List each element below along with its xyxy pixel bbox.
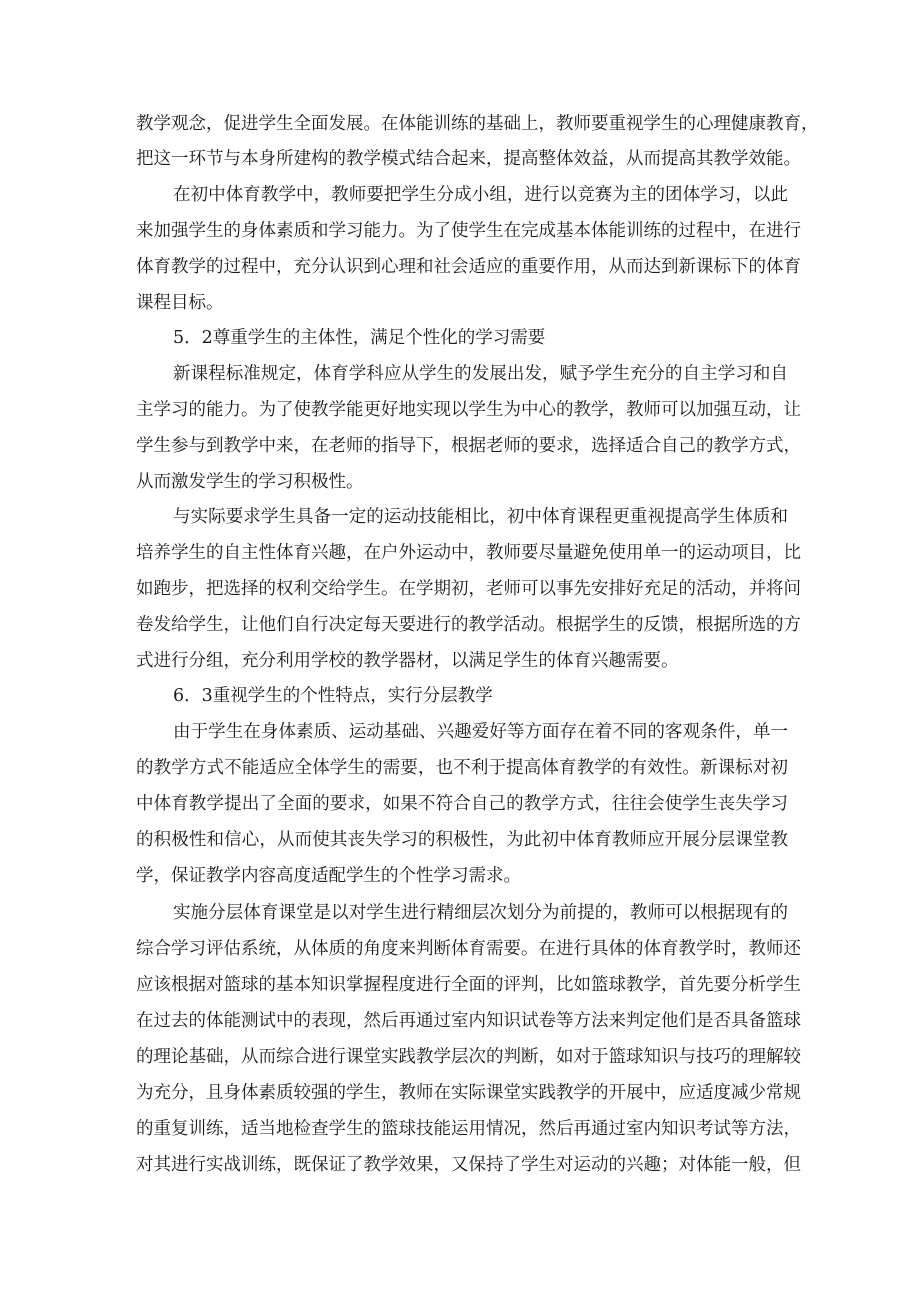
text-line: 应该根据对篮球的基本知识掌握程度进行全面的评判，比如篮球教学，首先要分析学生	[136, 975, 801, 995]
text-line: 对其进行实战训练，既保证了教学效果，又保持了学生对运动的兴趣；对体能一般，但	[136, 1155, 801, 1175]
text-line: 与实际要求学生具备一定的运动技能相比，初中体育课程更重视提高学生体质和	[173, 507, 788, 527]
section-heading: 5．2尊重学生的主体性，满足个性化的学习需要	[173, 328, 546, 348]
text-line: 式进行分组，充分利用学校的教学器材，以满足学生的体育兴趣需要。	[136, 651, 679, 671]
text-line: 教学观念，促进学生全面发展。在体能训练的基础上，教师要重视学生的心理健康教育，	[136, 114, 819, 134]
text-line: 卷发给学生，让他们自行决定每天要进行的教学活动。根据学生的反馈，根据所选的方	[136, 615, 801, 635]
text-line: 在初中体育教学中，教师要把学生分成小组，进行以竞赛为主的团体学习，以此	[173, 185, 788, 205]
text-line: 主学习的能力。为了使教学能更好地实现以学生为中心的教学，教师可以加强互动，让	[136, 400, 801, 420]
text-line: 中体育教学提出了全面的要求，如果不符合自己的教学方式，往往会使学生丧失学习	[136, 794, 788, 814]
text-line: 为充分，且身体素质较强的学生，教师在实际课堂实践教学的开展中，应适度减少常规	[136, 1083, 801, 1103]
text-line: 的理论基础，从而综合进行课堂实践教学层次的判断，如对于篮球知识与技巧的理解较	[136, 1047, 801, 1067]
text-line: 综合学习评估系统，从体质的角度来判断体育需要。在进行具体的体育教学时，教师还	[136, 939, 801, 959]
section-heading: 6．3重视学生的个性特点，实行分层教学	[173, 686, 493, 706]
text-line: 在过去的体能测试中的表现，然后再通过室内知识试卷等方法来判定他们是否具备篮球	[136, 1011, 801, 1031]
text-line: 体育教学的过程中，充分认识到心理和社会适应的重要作用，从而达到新课标下的体育	[136, 257, 801, 277]
text-line: 从而激发学生的学习积极性。	[136, 472, 364, 492]
text-line: 的积极性和信心，从而使其丧失学习的积极性，为此初中体育教师应开展分层课堂教	[136, 830, 788, 850]
text-line: 的教学方式不能适应全体学生的需要，也不利于提高体育教学的有效性。新课标对初	[136, 758, 788, 778]
text-line: 课程目标。	[136, 293, 224, 313]
text-line: 的重复训练，适当地检查学生的篮球技能运用情况，然后再通过室内知识考试等方法，	[136, 1119, 801, 1139]
text-line: 培养学生的自主性体育兴趣，在户外运动中，教师要尽量避免使用单一的运动项目，比	[136, 543, 801, 563]
text-line: 学，保证教学内容高度适配学生的个性学习需求。	[136, 866, 521, 886]
text-line: 由于学生在身体素质、运动基础、兴趣爱好等方面存在着不同的客观条件，单一	[173, 722, 788, 742]
text-line: 来加强学生的身体素质和学习能力。为了使学生在完成基本体能训练的过程中，在进行	[136, 221, 801, 241]
text-line: 如跑步，把选择的权利交给学生。在学期初，老师可以事先安排好充足的活动，并将问	[136, 579, 801, 599]
text-line: 实施分层体育课堂是以对学生进行精细层次划分为前提的，教师可以根据现有的	[173, 903, 788, 923]
text-line: 学生参与到教学中来，在老师的指导下，根据老师的要求，选择适合自己的教学方式，	[136, 436, 801, 456]
text-line: 把这一环节与本身所建构的教学模式结合起来，提高整体效益，从而提高其教学效能。	[136, 149, 801, 169]
text-line: 新课程标准规定，体育学科应从学生的发展出发，赋予学生充分的自主学习和自	[173, 364, 788, 384]
